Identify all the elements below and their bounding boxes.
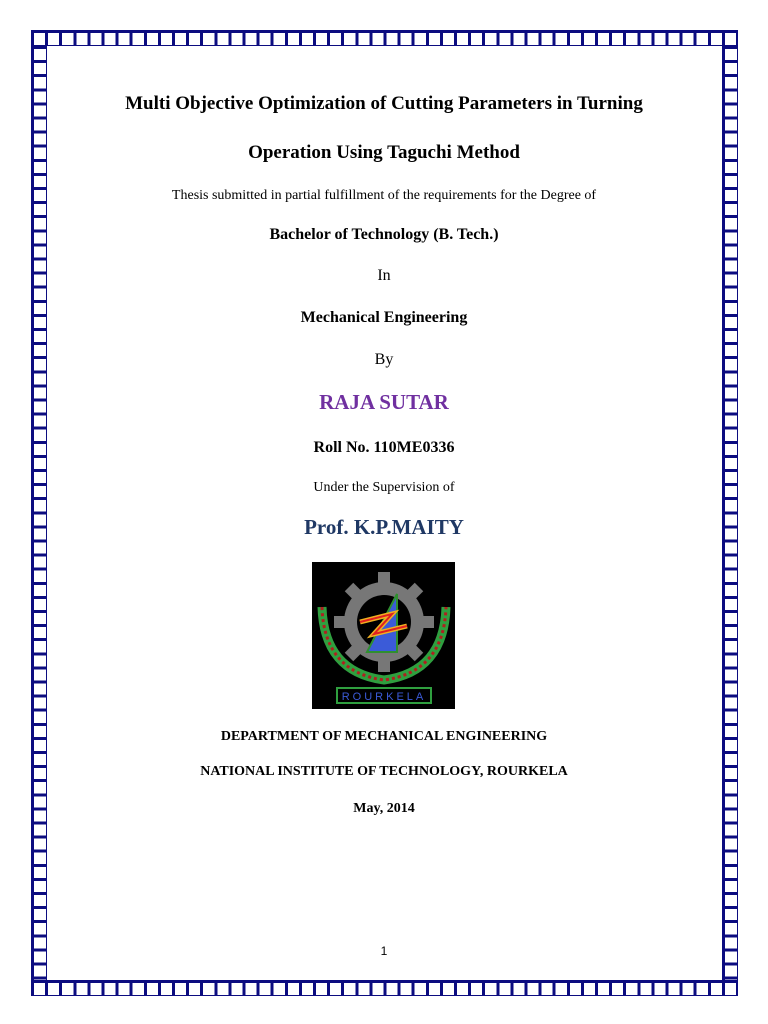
degree: Bachelor of Technology (B. Tech.) xyxy=(269,226,499,243)
svg-text:ROURKELA: ROURKELA xyxy=(341,691,427,703)
page-border-top xyxy=(31,30,738,46)
thesis-title-line2: Operation Using Taguchi Method xyxy=(248,142,520,163)
nit-rourkela-logo xyxy=(312,562,455,709)
branch: Mechanical Engineering xyxy=(300,309,468,326)
date: May, 2014 xyxy=(353,801,415,816)
in-label: In xyxy=(377,267,391,284)
by-label: By xyxy=(374,351,394,368)
page-border-bottom xyxy=(31,980,738,996)
thesis-title-line1: Multi Objective Optimization of Cutting Parameters in Turning xyxy=(125,93,643,114)
supervisor-name: Prof. K.P.MAITY xyxy=(304,515,464,539)
supervision-label: Under the Supervision of xyxy=(313,480,455,495)
roll-number: Roll No. 110ME0336 xyxy=(313,439,455,456)
page-border-left xyxy=(31,46,47,980)
author-name: RAJA SUTAR xyxy=(319,390,449,414)
submission-statement: Thesis submitted in partial fulfillment of the requirements for the Degree of xyxy=(171,188,597,203)
institute: NATIONAL INSTITUTE OF TECHNOLOGY, ROURKELA xyxy=(200,764,568,779)
page-border-right xyxy=(722,46,738,980)
page-number: 1 xyxy=(380,944,388,958)
department: DEPARTMENT OF MECHANICAL ENGINEERING xyxy=(220,729,548,744)
